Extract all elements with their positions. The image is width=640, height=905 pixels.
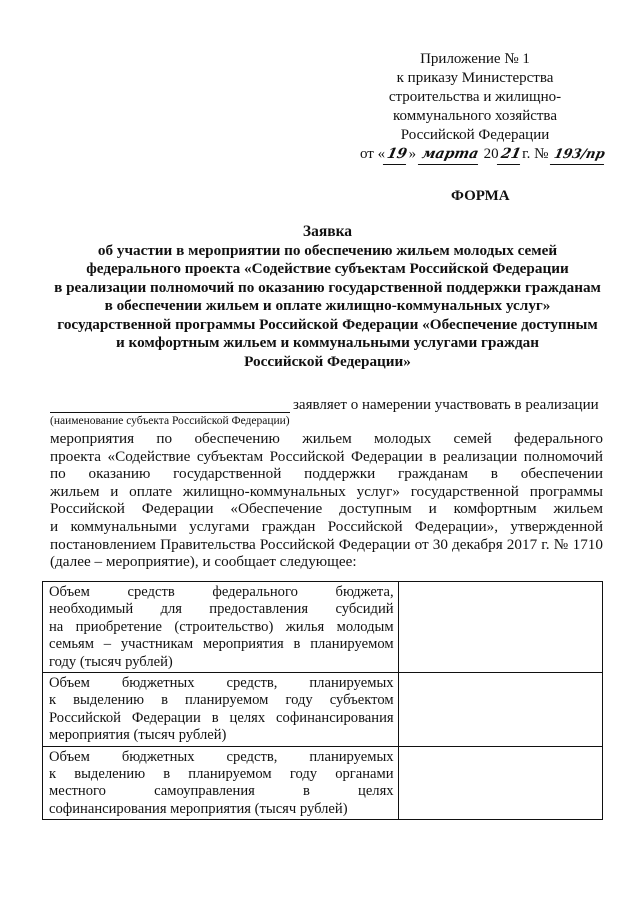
date-suffix: г. № [522, 146, 549, 162]
appendix-line: строительства и жилищно- [388, 89, 562, 105]
cell-line: Объем бюджетных средств, планируемых [49, 748, 394, 765]
cell-line: семьям – участникам мероприятия в планируемом [49, 636, 394, 653]
handwritten-month: марта [418, 145, 482, 165]
cell-line: необходимый для предоставления субсидий [49, 601, 394, 618]
body-line: жильем и оплате жилищно-коммунальных услуг» государственной программы [50, 482, 603, 500]
body-line: проекта «Содействие субъектам Российской Федерации в реализации полномочий [50, 447, 603, 465]
appendix-line: Российской Федерации [400, 127, 550, 143]
cell-line: Объем средств федерального бюджета, [49, 584, 394, 600]
table-label-cell [43, 746, 399, 820]
table-row [43, 673, 603, 747]
date-prefix: от « [360, 146, 386, 162]
cell-line: Российской Федерации в целях софинансирования [49, 709, 394, 726]
body-line: и коммунальными услугами граждан Российской Федерации», утвержденной [50, 517, 603, 535]
title-line: об участии в мероприятии по обеспечению жильем молодых семей [97, 241, 558, 259]
cell-line: к выделению в планируемом году органами [49, 766, 394, 783]
handwritten-order-number: 193/пр [550, 145, 609, 165]
table-row [43, 582, 603, 673]
body-paragraph [50, 430, 603, 571]
handwritten-day: 19 [383, 145, 411, 165]
title-line: федерального проекта «Содействие субъектам Российской Федерации [86, 260, 569, 277]
appendix-title: Приложение № 1 [420, 51, 530, 67]
table-value-cell[interactable] [398, 582, 602, 673]
body-line: по оказанию государственной поддержки гражданам в обеспечении [50, 465, 603, 483]
title-line: Заявка [302, 223, 353, 240]
title-line: в обеспечении жильем и оплате жилищно-коммунальных услуг» [104, 297, 551, 314]
cell-line: мероприятия (тысяч рублей) [49, 727, 227, 744]
handwritten-year: 21 [497, 145, 525, 165]
body-line: (далее – мероприятие), и сообщает следующее: [50, 553, 357, 571]
cell-line: к выделению в планируемом году субъектом [49, 692, 394, 709]
applicant-field-hint: (наименование субъекта Российской Федерации) [50, 415, 290, 427]
applicant-statement: заявляет о намерении участвовать в реализации [293, 397, 599, 413]
table-value-cell[interactable] [398, 746, 602, 820]
title-line: и комфортным жильем и коммунальными услугами граждан [115, 334, 540, 351]
title-line: Российской Федерации» [244, 352, 411, 370]
body-line: мероприятия по обеспечению жильем молодых семей федерального [50, 430, 603, 447]
appendix-header [360, 50, 607, 165]
applicant-row [50, 397, 605, 417]
form-label: ФОРМА [451, 188, 510, 204]
document-title [40, 223, 615, 371]
order-date-line [360, 145, 607, 165]
body-line: Российской Федерации «Обеспечение доступным и комфортным жильем [50, 500, 603, 518]
cell-line: местного самоуправления в целях [49, 783, 394, 800]
table-row [43, 746, 603, 820]
body-line: постановлением Правительства Российской Федерации от 30 декабря 2017 г. № 1710 [50, 535, 603, 553]
table-label-cell [43, 582, 399, 673]
date-mid: » [408, 146, 417, 162]
applicant-blank-field[interactable] [50, 412, 290, 413]
title-line: в реализации полномочий по оказанию государственной поддержки гражданам [54, 278, 601, 296]
cell-line: софинансирования мероприятия (тысяч рублей) [49, 800, 348, 817]
cell-line: на приобретение (строительство) жилья молодым [49, 618, 394, 635]
cell-line: Объем бюджетных средств, планируемых [49, 675, 394, 692]
appendix-line: коммунального хозяйства [393, 108, 557, 124]
table-value-cell[interactable] [398, 673, 602, 747]
table-label-cell [43, 673, 399, 747]
cell-line: году (тысяч рублей) [49, 653, 173, 670]
date-year-prefix: 20 [483, 146, 499, 162]
budget-table [42, 581, 603, 820]
title-line: государственной программы Российской Федерации «Обеспечение доступным [57, 315, 598, 333]
appendix-line: к приказу Министерства [396, 70, 554, 86]
